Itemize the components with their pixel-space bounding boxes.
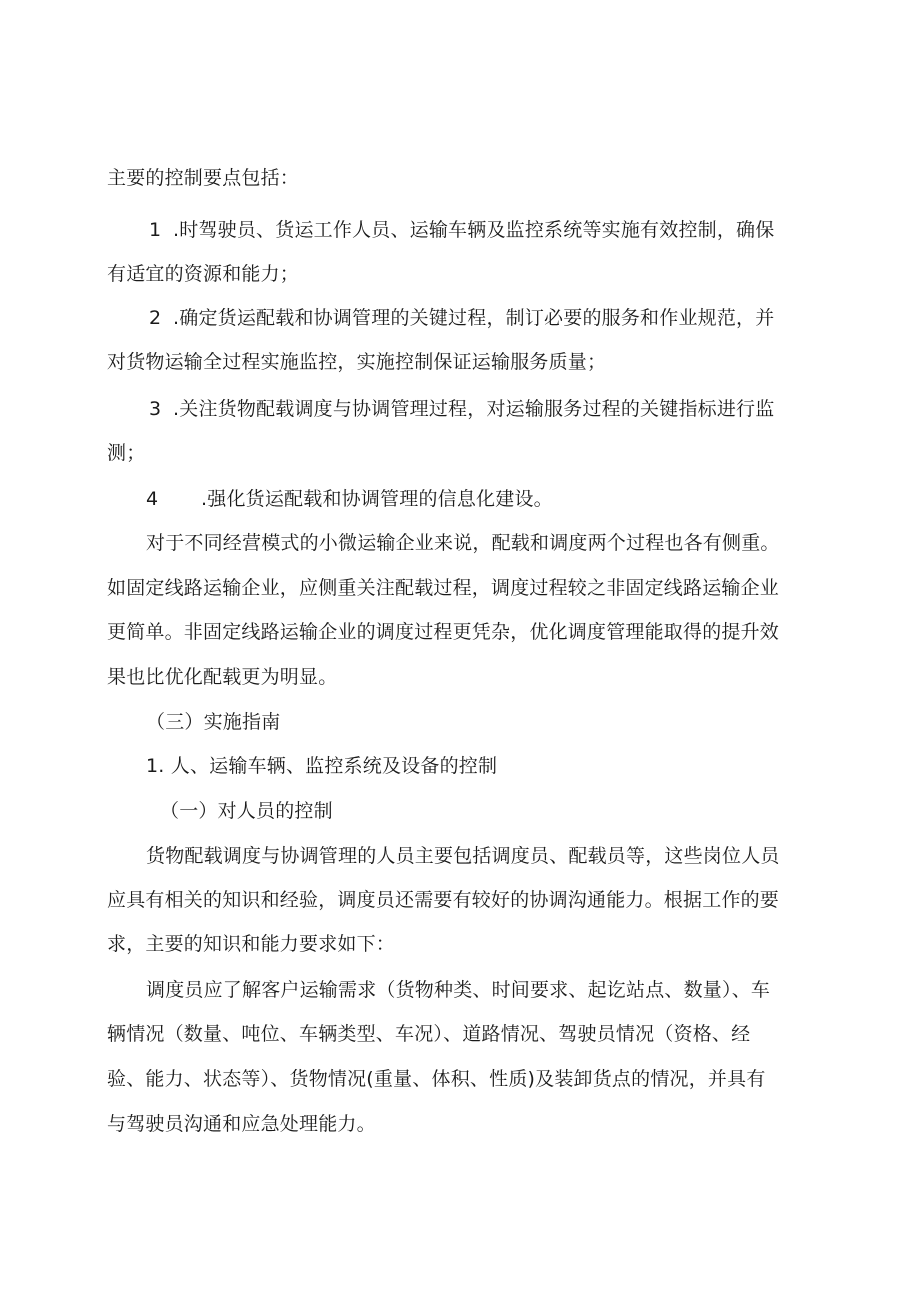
- list-item-1: [149, 218, 774, 242]
- intro-text: 主要的控制要点包括：: [107, 167, 300, 189]
- list-number: 3: [149, 398, 162, 420]
- paragraph-2-line-2: 应具有相关的知识和经验，调度员还需要有较好的协调沟通能力。根据工作的要: [107, 889, 780, 911]
- section-heading: （三）实施指南: [146, 711, 281, 733]
- paragraph-3-line-1: 调度员应了解客户运输需求（货物种类、时间要求、起讫站点、数量）、车: [146, 979, 771, 1001]
- paragraph-1-line-2: 如固定线路运输企业，应侧重关注配载过程，调度过程较之非固定线路运输企业: [107, 577, 780, 599]
- list-item-text: .时驾驶员、货运工作人员、运输车辆及监控系统等实施有效控制，确保: [173, 219, 775, 241]
- paragraph-3-line-3: 验、能力、状态等）、货物情况(重量、体积、性质)及装卸货点的情况，并具有: [107, 1068, 766, 1090]
- paragraph-1-line-1: 对于不同经营模式的小微运输企业来说，配载和调度两个过程也各有侧重。: [146, 532, 780, 554]
- list-number: 1: [149, 219, 162, 241]
- list-item-text: .确定货运配载和协调管理的关键过程，制订必要的服务和作业规范，并: [173, 307, 775, 329]
- list-number: 2: [149, 307, 162, 329]
- list-item-2: [149, 306, 774, 330]
- paragraph-3-line-2: 辆情况（数量、吨位、车辆类型、车况）、道路情况、驾驶员情况（资格、经: [107, 1023, 751, 1045]
- paragraph-2-line-3: 求，主要的知识和能力要求如下：: [107, 933, 396, 955]
- paragraph-3-line-4: 与驾驶员沟通和应急处理能力。: [107, 1113, 376, 1135]
- subheading: 1. 人、运输车辆、监控系统及设备的控制: [146, 755, 498, 777]
- list-item-2-continuation: 对货物运输全过程实施监控，实施控制保证运输服务质量；: [107, 351, 607, 373]
- list-item-3: [149, 397, 774, 421]
- paragraph-1-line-4: 果也比优化配载更为明显。: [107, 666, 338, 688]
- list-item-text: .关注货物配载调度与协调管理过程，对运输服务过程的关键指标进行监: [173, 398, 775, 420]
- list-item-text: .强化货运配载和协调管理的信息化建设。: [201, 488, 553, 510]
- paragraph-2-line-1: 货物配载调度与协调管理的人员主要包括调度员、配载员等，这些岗位人员: [146, 845, 780, 867]
- list-item-4: [146, 487, 553, 511]
- sub-subheading: （一）对人员的控制: [160, 800, 333, 822]
- list-item-1-continuation: 有适宜的资源和能力；: [107, 263, 300, 285]
- list-number: 4: [146, 488, 159, 510]
- paragraph-1-line-3: 更简单。非固定线路运输企业的调度过程更凭杂，优化调度管理能取得的提升效: [107, 621, 780, 643]
- list-item-3-continuation: 测；: [107, 442, 146, 464]
